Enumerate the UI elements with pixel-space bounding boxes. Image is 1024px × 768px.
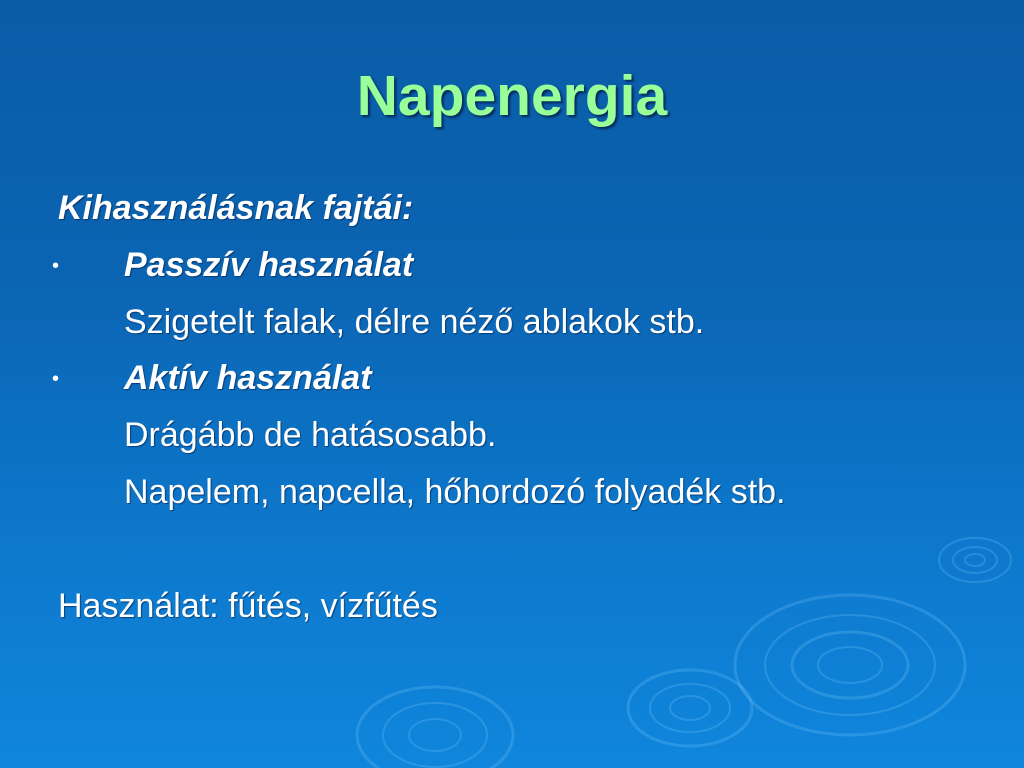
- usage-text: Használat: fűtés, vízfűtés: [58, 587, 438, 625]
- subtitle: Kihasználásnak fajtái:: [58, 189, 414, 227]
- item-heading-passive: Passzív használat: [124, 246, 414, 284]
- bullet-icon: •: [52, 368, 60, 390]
- bullet-icon: •: [52, 255, 60, 277]
- ripple-middle: [628, 670, 752, 746]
- ripple-large: [735, 595, 965, 735]
- item-detail-active-2: Napelem, napcella, hőhordozó folyadék stb.: [124, 473, 786, 511]
- item-detail-active-1: Drágább de hatásosabb.: [124, 416, 497, 454]
- ripple-small: [939, 538, 1011, 582]
- item-heading-active: Aktív használat: [124, 359, 372, 397]
- slide-title: Napenergia: [356, 64, 668, 128]
- item-detail-passive: Szigetelt falak, délre néző ablakok stb.: [124, 303, 705, 341]
- ripple-bottom-left: [357, 687, 513, 768]
